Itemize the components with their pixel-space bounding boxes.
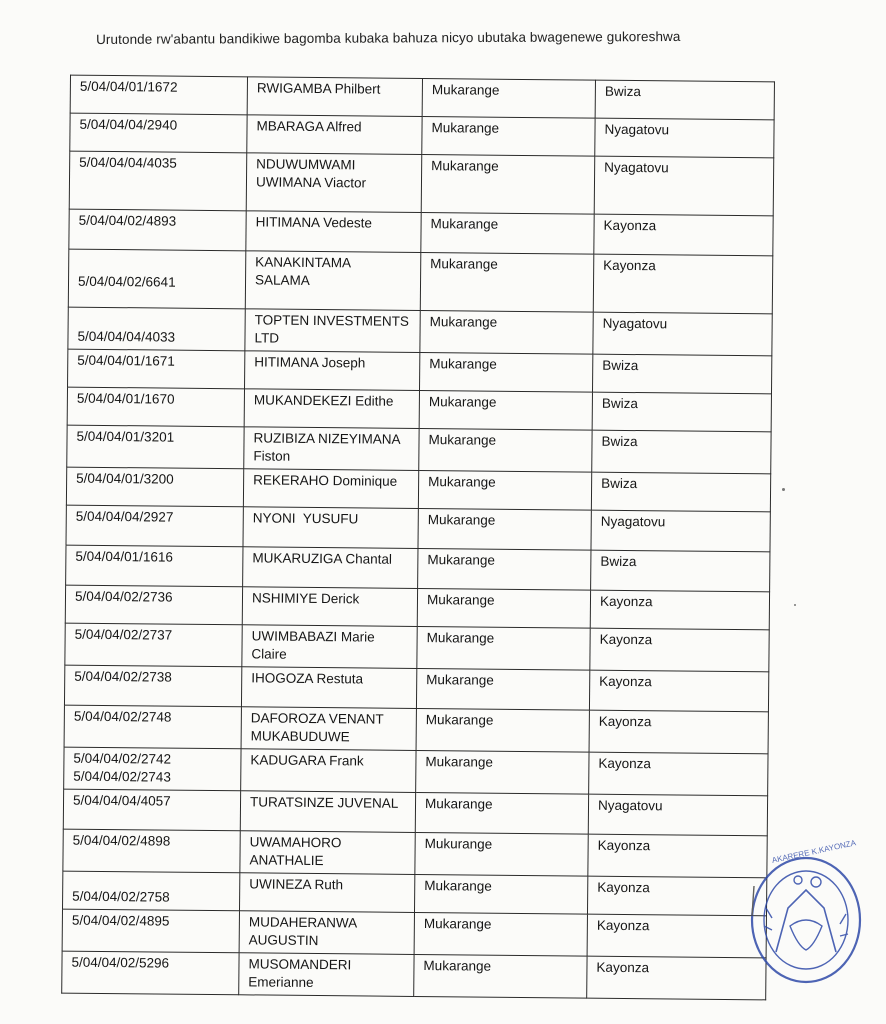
- upi-cell: 5/04/04/04/2927: [66, 505, 243, 547]
- cell-cell: Bwiza: [592, 392, 771, 432]
- name-cell: NSHIMIYE Derick: [242, 587, 417, 627]
- upi-cell: 5/04/04/04/4033: [68, 307, 245, 351]
- name-cell: UWINEZA Ruth: [239, 873, 414, 913]
- cell-cell: Kayonza: [594, 214, 773, 256]
- table-row: [66, 545, 770, 592]
- name-cell: MUDAHERANWA AUGUSTIN: [239, 911, 414, 955]
- name-cell: UWIMBABAZI Marie Claire: [242, 625, 417, 669]
- table-row: [63, 789, 767, 836]
- sector-cell: Mukarange: [418, 470, 591, 510]
- upi-cell: 5/04/04/02/6641: [68, 249, 246, 309]
- table-row: [64, 705, 768, 754]
- table-row: [65, 623, 769, 672]
- sector-cell: Mukarange: [417, 626, 590, 670]
- upi-cell: 5/04/04/02/4895: [62, 909, 239, 953]
- upi-cell: 5/04/04/02/2748: [64, 705, 241, 749]
- upi-cell: 5/04/04/02/2737: [65, 623, 242, 667]
- name-cell: KANAKINTAMA SALAMA: [245, 251, 421, 311]
- name-cell: HITIMANA Vedeste: [246, 211, 421, 253]
- sector-cell: Mukarange: [421, 212, 594, 254]
- cell-cell: Bwiza: [592, 354, 771, 394]
- table-row: [68, 249, 773, 314]
- sector-cell: Mukurange: [415, 832, 588, 876]
- cell-cell: Kayonza: [590, 590, 769, 630]
- cell-cell: Nyagatovu: [593, 312, 772, 356]
- stamp-text: AKARERE K.KAYONZA: [771, 838, 857, 865]
- cell-cell: Kayonza: [587, 876, 766, 916]
- name-cell: MBARAGA Alfred: [247, 115, 422, 155]
- upi-cell: 5/04/04/02/2738: [64, 665, 241, 707]
- sector-cell: Mukarange: [418, 548, 591, 590]
- cell-cell: Kayonza: [589, 710, 768, 754]
- table-row: [64, 747, 768, 796]
- table-row: [63, 829, 767, 878]
- sector-cell: Mukarange: [416, 708, 589, 752]
- sector-cell: Mukarange: [414, 912, 587, 956]
- cell-cell: Nyagatovu: [594, 156, 774, 216]
- cell-cell: Bwiza: [592, 430, 771, 474]
- cell-cell: Kayonza: [593, 254, 773, 314]
- sector-cell: Mukarange: [420, 310, 593, 354]
- sector-cell: Mukarange: [414, 954, 587, 998]
- cell-cell: Kayonza: [589, 670, 768, 712]
- cell-cell: Kayonza: [588, 834, 767, 878]
- upi-cell: 5/04/04/04/4035: [69, 151, 247, 211]
- name-cell: DAFOROZA VENANT MUKABUDUWE: [241, 707, 416, 751]
- cell-cell: Nyagatovu: [591, 510, 770, 552]
- sector-cell: Mukarange: [418, 508, 591, 550]
- name-cell: HITIMANA Joseph: [245, 351, 420, 391]
- upi-cell: 5/04/04/02/4893: [69, 209, 246, 251]
- upi-cell: 5/04/04/01/1670: [67, 387, 244, 427]
- table-row: [66, 505, 770, 552]
- name-cell: IHOGOZA Restuta: [241, 667, 416, 709]
- name-cell: REKERAHO Dominique: [243, 469, 418, 509]
- cell-cell: Nyagatovu: [595, 118, 774, 158]
- upi-cell: 5/04/04/02/5296: [62, 951, 239, 995]
- table-row: [64, 665, 768, 712]
- sector-cell: Mukarange: [420, 352, 593, 392]
- sector-cell: Mukarange: [422, 117, 595, 157]
- sector-cell: Mukarange: [421, 155, 595, 215]
- official-stamp: [736, 834, 862, 1006]
- name-cell: MUKARUZIGA Chantal: [243, 547, 418, 589]
- name-cell: MUKANDEKEZI Edithe: [244, 389, 419, 429]
- cell-cell: Bwiza: [591, 472, 770, 512]
- sector-cell: Mukarange: [420, 252, 594, 312]
- cell-cell: Bwiza: [591, 550, 770, 592]
- sector-cell: Mukarange: [422, 79, 595, 119]
- table-row: [69, 151, 774, 216]
- cell-cell: Kayonza: [589, 752, 768, 796]
- upi-cell: 5/04/04/02/2736: [65, 585, 242, 625]
- name-cell: MUSOMANDERI Emerianne: [239, 953, 414, 997]
- upi-cell: 5/04/04/02/2742 5/04/04/02/2743: [64, 747, 241, 791]
- name-cell: NYONI YUSUFU: [243, 507, 418, 549]
- sector-cell: Mukarange: [417, 588, 590, 628]
- cell-cell: Kayonza: [587, 956, 766, 1000]
- upi-cell: 5/04/04/01/1672: [70, 75, 247, 115]
- sector-cell: Mukarange: [416, 750, 589, 794]
- name-cell: TOPTEN INVESTMENTS LTD: [245, 309, 420, 353]
- upi-cell: 5/04/04/02/2758: [63, 871, 240, 911]
- name-cell: RUZIBIZA NIZEYIMANA Fiston: [244, 427, 419, 471]
- document-title: Urutonde rw'abantu bandikiwe bagomba kubaka bahuza nicyo ubutaka bwagenewe gukoreshwa: [96, 28, 681, 47]
- upi-cell: 5/04/04/01/1671: [68, 349, 245, 389]
- sector-cell: Mukarange: [419, 428, 592, 472]
- sector-cell: Mukarange: [416, 668, 589, 710]
- cell-cell: Kayonza: [590, 628, 769, 672]
- table-row: [62, 909, 766, 958]
- upi-cell: 5/04/04/02/4898: [63, 829, 240, 873]
- upi-cell: 5/04/04/01/3201: [67, 425, 244, 469]
- upi-cell: 5/04/04/01/1616: [66, 545, 243, 587]
- cell-cell: Bwiza: [595, 80, 774, 120]
- upi-cell: 5/04/04/01/3200: [66, 467, 243, 507]
- speck: [782, 488, 785, 491]
- parcel-list-table-wrapper: [61, 75, 774, 1001]
- table-row: [67, 425, 771, 474]
- name-cell: UWAMAHORO ANATHALIE: [240, 831, 415, 875]
- cell-cell: Kayonza: [587, 914, 766, 958]
- upi-cell: 5/04/04/04/2940: [70, 113, 247, 153]
- name-cell: KADUGARA Frank: [241, 749, 416, 793]
- name-cell: RWIGAMBA Philbert: [247, 77, 422, 117]
- table-row: [69, 209, 773, 256]
- name-cell: NDUWUMWAMI UWIMANA Viactor: [246, 153, 422, 213]
- speck: [794, 604, 796, 606]
- name-cell: TURATSINZE JUVENAL: [240, 791, 415, 833]
- sector-cell: Mukarange: [419, 390, 592, 430]
- cell-cell: Nyagatovu: [588, 794, 767, 836]
- table-row: [62, 951, 766, 1000]
- upi-cell: 5/04/04/04/4057: [63, 789, 240, 831]
- sector-cell: Mukarange: [414, 874, 587, 914]
- table-row: [68, 307, 772, 356]
- sector-cell: Mukarange: [415, 792, 588, 834]
- parcel-list-table: [61, 75, 775, 1001]
